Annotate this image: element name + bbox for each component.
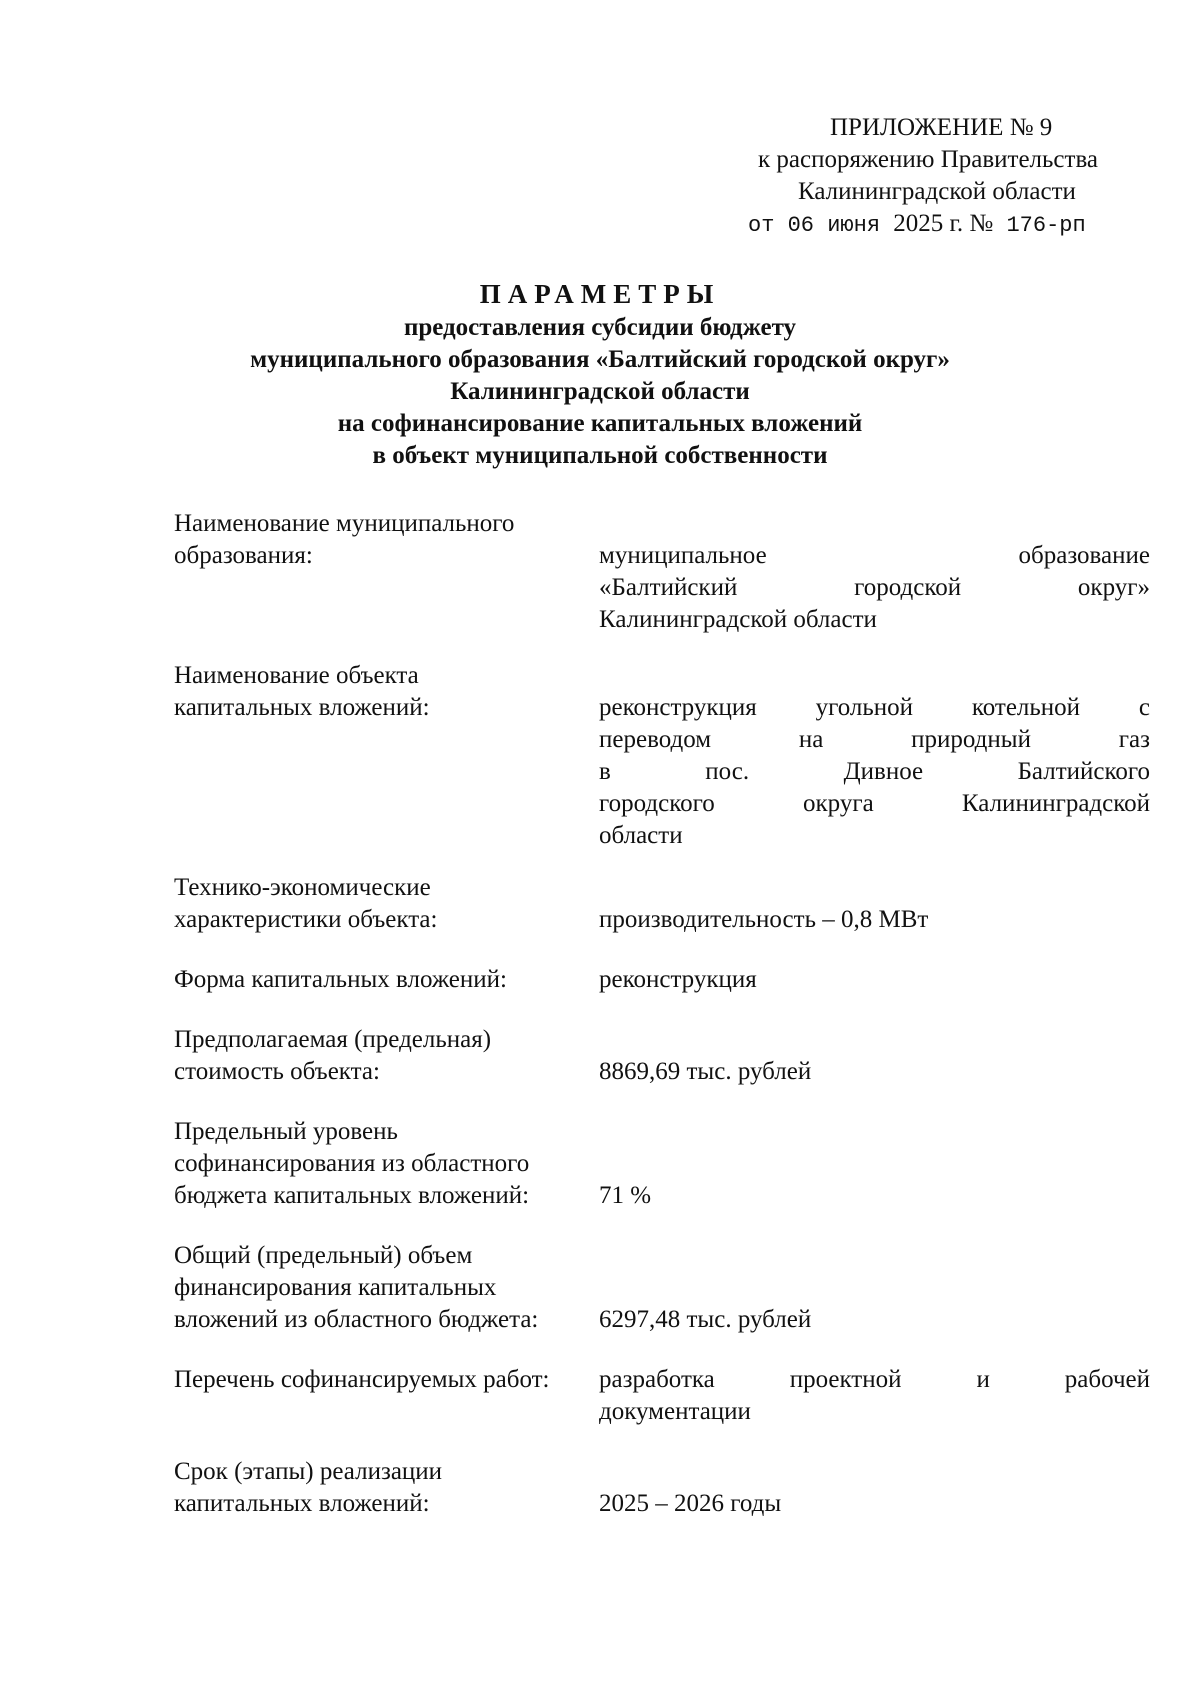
- param-label: Форма капитальных вложений:: [174, 966, 507, 993]
- param-value: [599, 540, 1150, 636]
- param-label: Наименование объекта капитальных вложений:: [174, 662, 430, 721]
- value-line: городского округа Калининградской: [599, 790, 1150, 817]
- param-value: [599, 1364, 1150, 1428]
- param-label: Предельный уровень софинансирования из областного бюджета капитальных вложений:: [174, 1118, 530, 1209]
- appendix-order-ref: к распоряжению Правительства: [758, 146, 1099, 173]
- title-line-1: предоставления субсидии бюджету: [403, 314, 797, 341]
- date-prefix: от: [748, 213, 775, 238]
- value-line: переводом на природный газ: [599, 726, 1150, 753]
- value-line: Калининградской области: [599, 606, 877, 633]
- param-value: 6297,48 тыс. рублей: [599, 1306, 812, 1333]
- param-value: производительность – 0,8 МВт: [599, 906, 929, 933]
- appendix-region: Калининградской области: [798, 178, 1076, 205]
- param-term: [174, 1456, 1150, 1520]
- date-year: 2025 г. №: [893, 210, 994, 237]
- param-cofinancing-level: [174, 1116, 1150, 1240]
- appendix-date-number: [740, 208, 1160, 242]
- value-line: документации: [599, 1398, 751, 1425]
- appendix-header: [740, 112, 1160, 242]
- order-number: 176-рп: [1006, 213, 1086, 238]
- param-label: Предполагаемая (предельная) стоимость объекта:: [174, 1026, 492, 1085]
- param-value: [599, 692, 1150, 852]
- param-cost: [174, 1024, 1150, 1116]
- value-line: муниципальное образование: [599, 542, 1150, 569]
- title-main: ПАРАМЕТРЫ: [479, 279, 721, 309]
- param-value: 71 %: [599, 1182, 652, 1209]
- title-line-3: Калининградской области: [450, 378, 750, 405]
- param-object: [174, 660, 1150, 872]
- title-line-2: муниципального образования «Балтийский городской округ»: [250, 346, 950, 373]
- param-municipality: [174, 508, 1150, 660]
- param-value: 2025 – 2026 годы: [599, 1490, 782, 1517]
- param-value: реконструкция: [599, 966, 757, 993]
- param-financing-volume: [174, 1240, 1150, 1364]
- value-line: «Балтийский городской округ»: [599, 574, 1150, 601]
- document-title: [100, 278, 1100, 472]
- param-label: Срок (этапы) реализации капитальных вложений:: [174, 1458, 443, 1517]
- appendix-number: ПРИЛОЖЕНИЕ № 9: [830, 114, 1053, 141]
- title-line-5: в объект муниципальной собственности: [372, 442, 828, 469]
- value-line: области: [599, 822, 683, 849]
- value-line: разработка проектной и рабочей: [599, 1366, 1150, 1393]
- param-label: Общий (предельный) объем финансирования капитальных вложений из областного бюджета:: [174, 1242, 539, 1333]
- param-characteristics: [174, 872, 1150, 964]
- param-label: Наименование муниципального образования:: [174, 510, 515, 569]
- param-label: Технико-экономические характеристики объекта:: [174, 874, 438, 933]
- param-label: Перечень софинансируемых работ:: [174, 1366, 550, 1393]
- title-line-4: на софинансирование капитальных вложений: [337, 410, 863, 437]
- date-day-month: 06 июня: [787, 213, 881, 238]
- parameters-list: [174, 508, 1150, 1520]
- param-value: 8869,69 тыс. рублей: [599, 1058, 812, 1085]
- param-form: [174, 964, 1150, 1024]
- value-line: в пос. Дивное Балтийского: [599, 758, 1150, 785]
- value-line: реконструкция угольной котельной с: [599, 694, 1150, 721]
- param-works: [174, 1364, 1150, 1456]
